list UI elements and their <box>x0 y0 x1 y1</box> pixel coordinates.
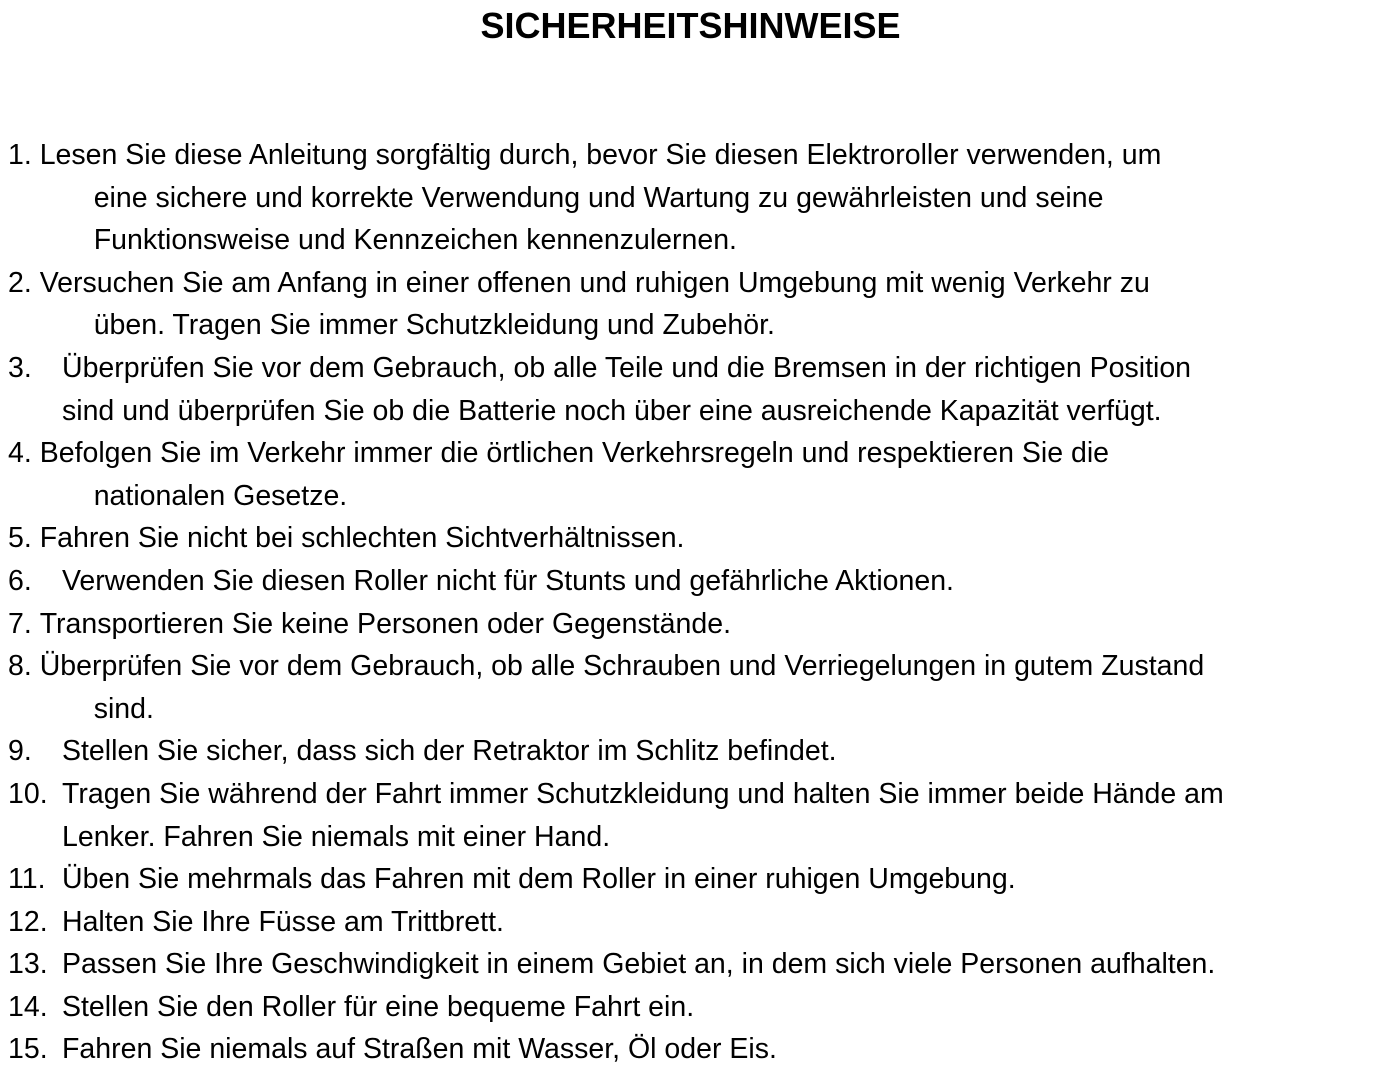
item-text <box>62 773 1376 858</box>
list-item <box>8 262 1376 347</box>
item-number: 9. <box>8 735 32 768</box>
item-number: 4. <box>8 437 32 470</box>
item-text <box>62 347 1376 432</box>
item-text <box>62 901 1376 944</box>
safety-instructions-list <box>8 134 1376 1071</box>
item-line: Überprüfen Sie vor dem Gebrauch, ob alle Schrauben und Verriegelungen in gutem Zustand <box>39 650 1205 683</box>
item-line: Versuchen Sie am Anfang in einer offenen und ruhigen Umgebung mit wenig Verkehr zu <box>39 266 1150 299</box>
item-line: Lenker. Fahren Sie niemals mit einer Hand. <box>62 820 611 853</box>
item-number: 1. <box>8 139 32 171</box>
item-line: Transportieren Sie keine Personen oder Gegenstände. <box>39 607 731 640</box>
list-item <box>8 560 1376 603</box>
item-line: Halten Sie Ihre Füsse am Trittbrett. <box>62 905 504 938</box>
item-text <box>40 262 1376 347</box>
item-number: 8. <box>8 650 32 683</box>
item-line: üben. Tragen Sie immer Schutzkleidung und Zubehör. <box>93 309 775 342</box>
item-text <box>62 730 1376 773</box>
item-number: 7. <box>8 607 32 640</box>
item-text <box>40 603 1376 646</box>
item-number: 6. <box>8 564 32 597</box>
item-number: 11. <box>8 863 46 896</box>
item-line: Stellen Sie sicher, dass sich der Retraktor im Schlitz befindet. <box>62 735 837 768</box>
item-number: 2. <box>8 266 32 299</box>
item-line: Funktionsweise und Kennzeichen kennenzulernen. <box>93 224 737 257</box>
item-line: Überprüfen Sie vor dem Gebrauch, ob alle Teile und die Bremsen in der richtigen Position <box>62 351 1192 384</box>
item-line: eine sichere und korrekte Verwendung und Wartung zu gewährleisten und seine <box>93 181 1104 214</box>
item-number: 10. <box>8 777 48 810</box>
item-line: Befolgen Sie im Verkehr immer die örtlichen Verkehrsregeln und respektieren Sie die <box>39 437 1110 470</box>
item-number: 15. <box>8 1033 48 1066</box>
list-item <box>8 1028 1376 1071</box>
item-text <box>40 645 1376 730</box>
item-line: Lesen Sie diese Anleitung sorgfältig durch, bevor Sie diesen Elektroroller verwenden, um <box>39 139 1162 171</box>
list-item <box>8 347 1376 432</box>
item-line: sind. <box>93 692 154 725</box>
item-line: Fahren Sie niemals auf Straßen mit Wasser, Öl oder Eis. <box>62 1033 777 1066</box>
item-line: Üben Sie mehrmals das Fahren mit dem Roller in einer ruhigen Umgebung. <box>62 863 1016 896</box>
item-line: Fahren Sie nicht bei schlechten Sichtverhältnissen. <box>39 522 685 555</box>
item-line: nationalen Gesetze. <box>93 479 348 512</box>
item-text <box>40 134 1376 262</box>
item-number: 14. <box>8 990 48 1023</box>
list-item <box>8 858 1376 901</box>
item-text <box>40 517 1376 560</box>
item-text <box>62 858 1376 901</box>
item-line: Verwenden Sie diesen Roller nicht für Stunts und gefährliche Aktionen. <box>62 564 954 597</box>
item-line: sind und überprüfen Sie ob die Batterie noch über eine ausreichende Kapazität verfügt. <box>62 394 1162 427</box>
list-item <box>8 645 1376 730</box>
list-item <box>8 773 1376 858</box>
item-text <box>62 986 1376 1029</box>
item-number: 12. <box>8 905 48 938</box>
item-line: Tragen Sie während der Fahrt immer Schutzkleidung und halten Sie immer beide Hände am <box>62 777 1224 810</box>
item-number: 13. <box>8 948 48 981</box>
item-text <box>62 1028 1376 1071</box>
item-line: Stellen Sie den Roller für eine bequeme Fahrt ein. <box>62 990 695 1023</box>
list-item <box>8 517 1376 560</box>
item-text <box>62 560 1376 603</box>
list-item <box>8 134 1376 262</box>
list-item <box>8 432 1376 517</box>
item-number: 3. <box>8 351 32 384</box>
list-item <box>8 603 1376 646</box>
item-line: Passen Sie Ihre Geschwindigkeit in einem Gebiet an, in dem sich viele Personen aufhalten. <box>62 948 1216 981</box>
list-item <box>8 943 1376 986</box>
list-item <box>8 730 1376 773</box>
list-item <box>8 986 1376 1029</box>
item-text <box>40 432 1376 517</box>
item-text <box>62 943 1376 986</box>
page-title: SICHERHEITSHINWEISE <box>480 5 901 46</box>
item-number: 5. <box>8 522 32 555</box>
list-item <box>8 901 1376 944</box>
